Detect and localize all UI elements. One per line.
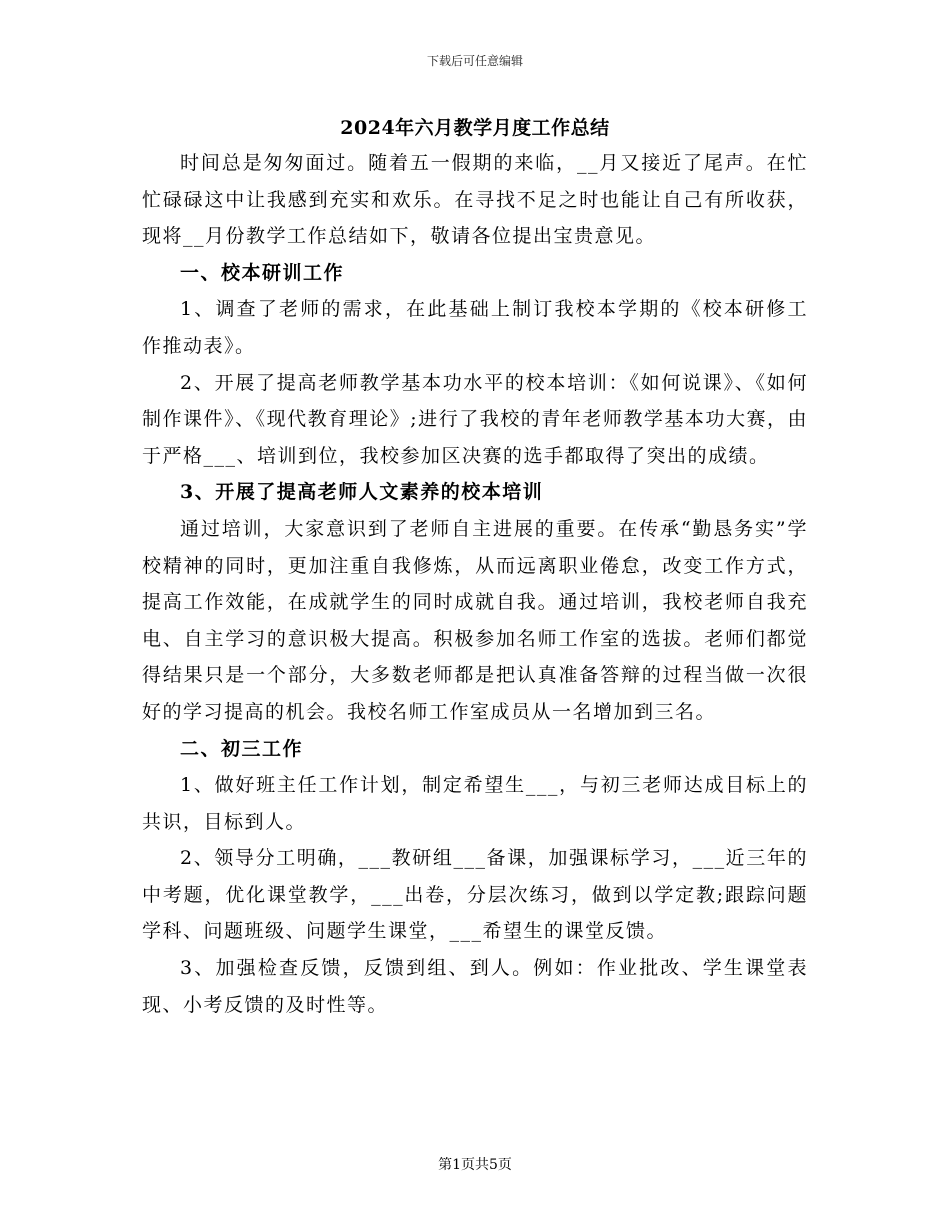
section-heading-school-training: 一、校本研训工作 [180, 261, 345, 284]
body-paragraph: 3、加强检查反馈，反馈到组、到人。例如：作业批改、学生课堂表现、小考反馈的及时性等。 [142, 957, 808, 1016]
subsection-heading-humanities-training: 3、开展了提高老师人文素养的校本培训 [180, 481, 544, 504]
section-heading-grade-nine: 二、初三工作 [180, 737, 304, 760]
body-paragraph: 通过培训，大家意识到了老师自主进展的重要。在传承“勤恳务实”学校精神的同时，更加注重自我修炼，从而远离职业倦怠，改变工作方式，提高工作效能，在成就学生的同时成就自我。通过培训，我校老师自我充电、自主学习的意识极大提高。积极参加名师工作室的选拔。老师们都觉得结果只是一个部分，大多数老师都是把认真准备答辩的过程当做一次很好的学习提高的机会。我校名师工作室成员从一名增加到三名。 [142, 517, 808, 723]
intro-paragraph: 时间总是匆匆面过。随着五一假期的来临，__月又接近了尾声。在忙忙碌碌这中让我感到充实和欢乐。在寻找不足之时也能让自己有所收获，现将__月份教学工作总结如下，敬请各位提出宝贵意见。 [142, 152, 808, 248]
document-title: 2024年六月教学月度工作总结 [340, 117, 610, 139]
page-header-note: 下载后可任意编辑 [426, 54, 523, 68]
body-paragraph: 1、调查了老师的需求，在此基础上制订我校本学期的《校本研修工作推动表》。 [142, 298, 808, 357]
document-body [142, 145, 808, 1023]
body-paragraph: 2、开展了提高老师教学基本功水平的校本培训：《如何说课》、《如何制作课件》、《现代教育理论》;进行了我校的青年老师教学基本功大赛，由于严格___、培训到位，我校参加区决赛的选手都取得了突出的成绩。 [142, 371, 808, 467]
page-footer-page-number: 第1页共5页 [438, 1157, 512, 1173]
body-paragraph: 2、领导分工明确，___教研组___备课，加强课标学习，___近三年的中考题，优化课堂教学，___出卷，分层次练习，做到以学定教;跟踪问题学科、问题班级、问题学生课堂，___希望生的课堂反馈。 [142, 847, 808, 943]
body-paragraph: 1、做好班主任工作计划，制定希望生___，与初三老师达成目标上的共识，目标到人。 [142, 774, 808, 833]
